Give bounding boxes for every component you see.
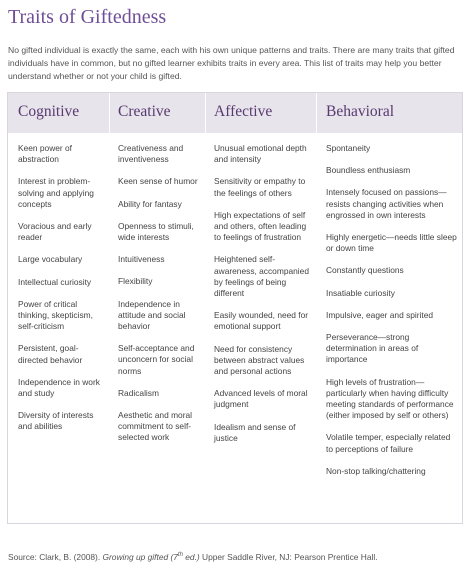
source-sup: th	[177, 552, 183, 559]
table-header-row	[8, 93, 462, 133]
header-cognitive: Cognitive	[18, 103, 80, 120]
trait-item: Creativeness and inventiveness	[118, 143, 184, 165]
trait-item: Diversity of interests and abilities	[18, 410, 94, 432]
trait-item: Easily wounded, need for emotional support	[214, 310, 309, 332]
trait-item: High expectations of self and others, often leading to feelings of frustration	[214, 209, 307, 243]
source-book: Growing up gifted (7	[102, 552, 178, 562]
trait-item: Impulsive, eager and spirited	[326, 309, 434, 320]
intro-paragraph: No gifted individual is exactly the same, each with his own unique patterns and traits. There are many traits that gifted individuals have in common, but no gifted learner exhibits traits in every area. This list of traits may help you better understand whether or not your child is gifted.	[8, 45, 455, 81]
trait-item: Insatiable curiosity	[326, 287, 395, 298]
header-affective: Affective	[214, 103, 273, 120]
header-creative: Creative	[118, 103, 171, 120]
trait-item: Unusual emotional depth and intensity	[214, 143, 307, 165]
column-affective	[214, 143, 310, 455]
trait-item: Independence in work and study	[18, 376, 100, 399]
trait-item: Volatile temper, especially related to perceptions of failure	[326, 432, 451, 454]
trait-item: Interest in problem-solving and applying concepts	[18, 176, 94, 209]
trait-item: Keen sense of humor	[118, 176, 198, 187]
source-book-end: ed.)	[182, 552, 200, 562]
trait-item: Persistent, goal-directed behavior	[18, 343, 83, 365]
trait-item: Non-stop talking/chattering	[326, 465, 426, 476]
trait-item: Self-acceptance and unconcern for social norms	[118, 343, 195, 376]
column-divider	[109, 93, 110, 523]
trait-item: Openness to stimuli, wide interests	[118, 220, 194, 243]
source-book-title	[103, 552, 200, 562]
trait-item: Constantly questions	[326, 265, 404, 276]
trait-item: Aesthetic and moral commitment to self-selected work	[118, 410, 193, 443]
trait-item: Boundless enthusiasm	[326, 165, 411, 176]
source-citation	[8, 552, 378, 562]
column-divider	[316, 93, 317, 523]
trait-item: Flexibility	[118, 276, 153, 287]
column-behavioral	[326, 143, 458, 488]
source-suffix: Upper Saddle River, NJ: Pearson Prentice Hall.	[199, 552, 378, 562]
column-cognitive	[18, 143, 102, 444]
trait-item: Advanced levels of moral judgment	[214, 388, 308, 410]
page-title: Traits of Giftedness	[8, 6, 167, 28]
source-prefix: Source: Clark, B. (2008).	[8, 552, 103, 562]
trait-item: Perseverance—strong determination in areas of importance	[326, 332, 419, 365]
trait-item: Highly energetic—needs little sleep or down time	[326, 232, 457, 254]
trait-item: Intensely focused on passions—resists changing activities when engrossed in own interests	[326, 187, 447, 220]
trait-item: Intellectual curiosity	[18, 276, 92, 287]
trait-item: Large vocabulary	[18, 254, 83, 265]
trait-item: Sensitivity or empathy to the feelings of others	[214, 176, 306, 198]
trait-item: Heightened self-awareness, accompanied by feelings of being different	[214, 254, 309, 299]
trait-item: Keen power of abstraction	[18, 143, 73, 165]
trait-item: Intuitiveness	[118, 254, 165, 265]
trait-item: High levels of frustration—particularly when having difficulty meeting standards of performance (either imposed by self or others)	[326, 376, 454, 421]
trait-item: Need for consistency between abstract values and personal actions	[214, 343, 305, 377]
trait-item: Voracious and early reader	[18, 221, 92, 243]
trait-item: Spontaneity	[326, 143, 371, 153]
trait-item: Independence in attitude and social behavior	[118, 298, 186, 332]
trait-item: Ability for fantasy	[118, 198, 182, 209]
column-creative	[118, 143, 198, 455]
traits-table	[7, 92, 463, 524]
column-divider	[205, 93, 206, 523]
header-behavioral: Behavioral	[326, 103, 395, 120]
trait-item: Power of critical thinking, skepticism, self-criticism	[18, 298, 93, 332]
trait-item: Idealism and sense of justice	[214, 421, 296, 443]
trait-item: Radicalism	[118, 387, 159, 398]
